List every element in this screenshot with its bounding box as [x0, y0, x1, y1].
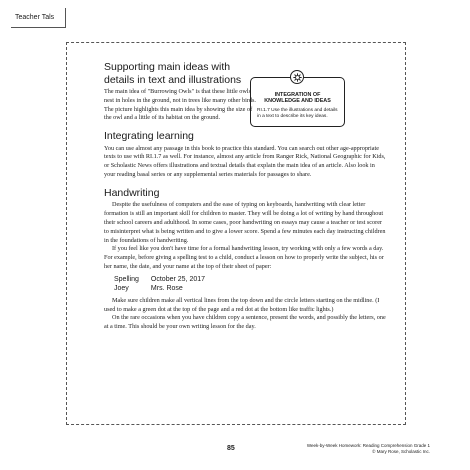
section-supporting: [104, 61, 259, 123]
credit-line-1: Week-by-Week Homework: Reading Comprehension Grade 1: [306, 443, 430, 448]
handwriting-paragraph-2: If you feel like you don't have time for a formal handwriting lesson, try working with only a few words a day. For example, before giving a spelling test to a child, conduct a lesson on how to properly write the subject, his or her name, the date, and your name at the top of their sheet of paper:: [104, 245, 384, 270]
example-row: [114, 284, 217, 294]
standard-text: RI.1.7 Use the illustrations and details in a text to describe its key ideas.: [257, 108, 338, 120]
footer-credit: [307, 443, 430, 454]
integrating-heading: Integrating learning: [104, 130, 194, 143]
example-right: October 25, 2017: [150, 275, 206, 283]
gear-badge-icon: [290, 70, 304, 84]
standard-box: [250, 77, 345, 127]
teacher-tab: [11, 8, 66, 28]
teacher-tab-label: Teacher Tals: [15, 14, 55, 21]
handwriting-heading: Handwriting: [104, 186, 160, 199]
example-left: Joey: [114, 285, 129, 293]
handwriting-paragraph-4: On the rare occasions when you have children copy a sentence, present the words, and possibly the letters, one at a time. This should be your own writing lesson for the day.: [104, 314, 386, 331]
section-handwriting: [104, 187, 386, 332]
handwriting-paragraph-1: Despite the usefulness of computers and the ease of typing on keyboards, handwriting with clear letter formation is still an important skill for children to master. They will be doing a lot of writing by hand throughout their school careers and adulthood. In some cases, poor handwriting on essays may cause a teacher or test scorer to misinterpret what is being written and to give a lower score. Spend a few minutes each day instructing children in the foundations of handwriting.: [104, 201, 386, 244]
section-integrating: [104, 130, 386, 180]
integrating-body: You can use almost any passage in this book to practice this standard. You can search out other age-appropriate texts to use with RI.1.7 as well. For instance, almost any article from Ranger Rick, National Geographic for Kids, or Scholastic News offers illustrations and textual details that explain the main idea of an article. Also look in your reading basal series or any supplemental series materials for passages to share.: [104, 144, 386, 179]
supporting-body: The main idea of "Burrowing Owls" is that these little owls nest in holes in the ground, not in trees like many other birds. The picture highlights this main idea by showing the size of the owl and a little of its habitat on the ground.: [104, 88, 256, 122]
supporting-heading: Supporting main ideas with details in text and illustrations: [104, 61, 242, 86]
example-row: [114, 275, 217, 285]
handwriting-example: [114, 275, 217, 294]
example-left: Spelling: [114, 275, 139, 283]
credit-line-2: © Mary Rose, Scholastic Inc.: [372, 448, 430, 454]
page-number: 85: [227, 445, 235, 452]
example-right: Mrs. Rose: [150, 285, 183, 293]
handwriting-paragraph-3: Make sure children make all vertical lines from the top down and the circle letters starting on the midline. (I used to make a green dot at the top of the page and a red dot at the bottom like traffic lights.): [104, 296, 380, 313]
standard-title: INTEGRATION OF KNOWLEDGE AND IDEAS: [264, 92, 331, 104]
